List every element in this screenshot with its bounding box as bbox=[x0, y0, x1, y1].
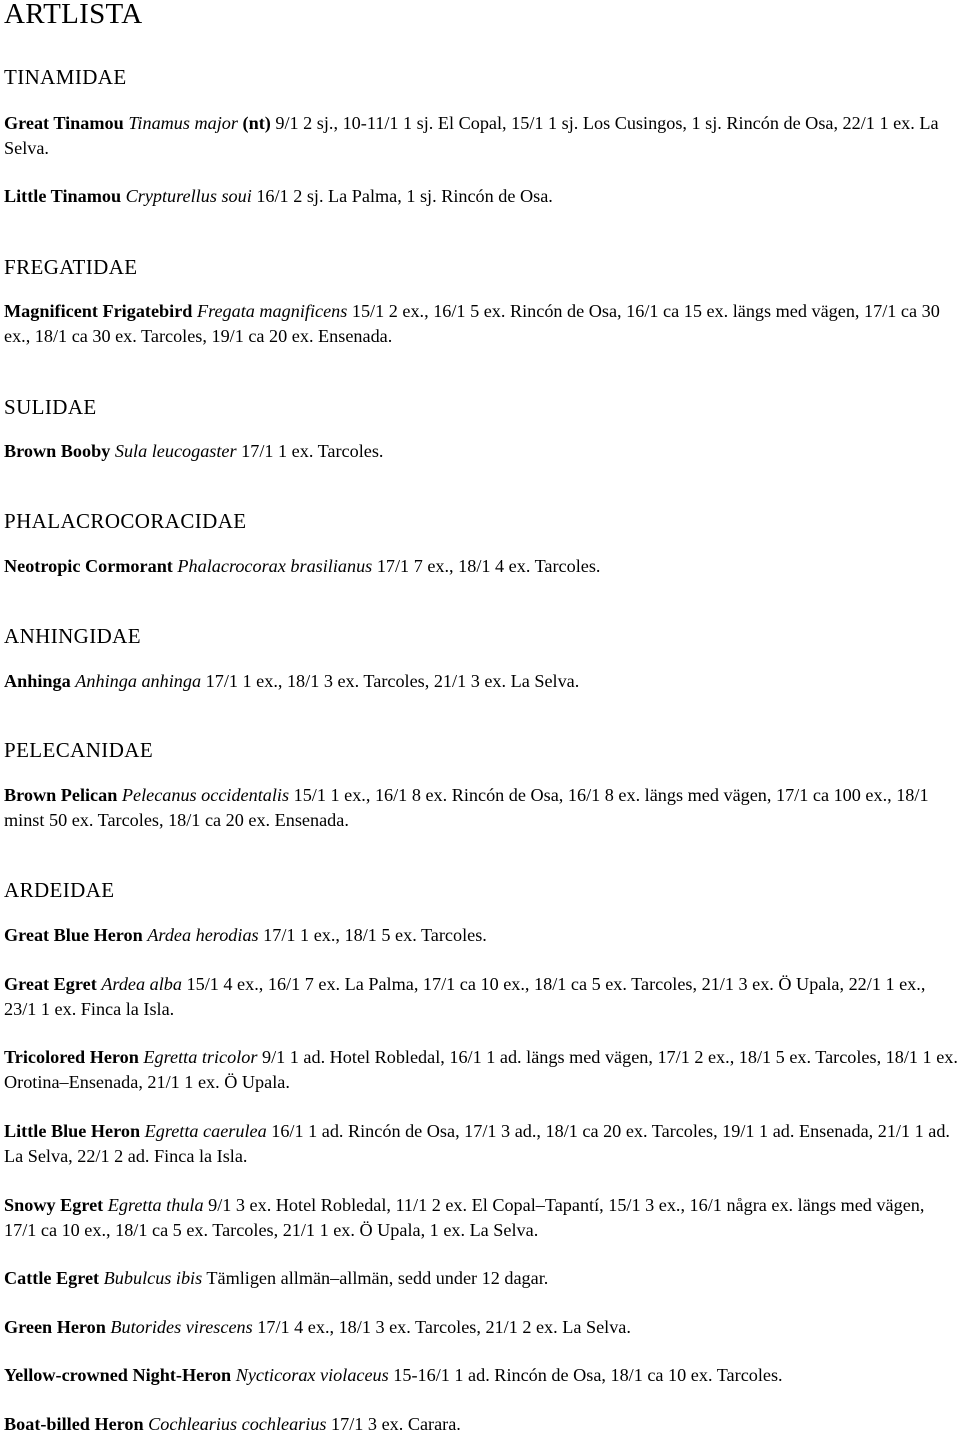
scientific-name: Nycticorax violaceus bbox=[235, 1365, 389, 1385]
species-entry bbox=[4, 1045, 960, 1095]
family-heading: PELECANIDAE bbox=[4, 738, 154, 762]
observation-text: Tämligen allmän–allmän, sedd under 12 dagar. bbox=[206, 1268, 549, 1288]
observation-text: 16/1 2 sj. La Palma, 1 sj. Rincón de Osa. bbox=[256, 186, 553, 206]
common-name: Magnificent Frigatebird bbox=[4, 301, 193, 321]
common-name: Great Egret bbox=[4, 974, 97, 994]
scientific-name: Cochlearius cochlearius bbox=[148, 1414, 327, 1434]
species-entry bbox=[4, 1193, 960, 1243]
common-name: Great Blue Heron bbox=[4, 925, 143, 945]
observation-text: 17/1 1 ex. Tarcoles. bbox=[241, 441, 384, 461]
species-entry bbox=[4, 111, 960, 161]
observation-text: 15/1 1 ex., 16/1 8 ex. Rincón de Osa, 16/1 8 ex. längs med vägen, 17/1 ca 100 ex., 18/1 minst 50 ex. Tarcoles, 18/1 ca 20 ex. Ensenada. bbox=[4, 785, 929, 830]
scientific-name: Ardea alba bbox=[101, 974, 182, 994]
observation-text: 15/1 2 ex., 16/1 5 ex. Rincón de Osa, 16/1 ca 15 ex. längs med vägen, 17/1 ca 30 ex., 18/1 ca 30 ex. Tarcoles, 19/1 ca 20 ex. Ensenada. bbox=[4, 301, 940, 346]
page-title: ARTLISTA bbox=[4, 0, 143, 30]
scientific-name: Crypturellus soui bbox=[125, 186, 252, 206]
species-entry bbox=[4, 1412, 960, 1437]
common-name: Little Tinamou bbox=[4, 186, 122, 206]
scientific-name: Tinamus major bbox=[128, 113, 238, 133]
species-entry bbox=[4, 669, 960, 694]
scientific-name: Phalacrocorax brasilianus bbox=[177, 556, 373, 576]
species-entry bbox=[4, 783, 960, 833]
scientific-name: Sula leucogaster bbox=[114, 441, 237, 461]
scientific-name: Pelecanus occidentalis bbox=[121, 785, 290, 805]
observation-text: 9/1 1 ad. Hotel Robledal, 16/1 1 ad. längs med vägen, 17/1 2 ex., 18/1 5 ex. Tarcoles, 18/1 1 ex. Orotina–Ensenada, 21/1 1 ex. Ö Upala. bbox=[4, 1047, 958, 1092]
observation-text: 17/1 3 ex. Carara. bbox=[331, 1414, 461, 1434]
species-entry bbox=[4, 299, 960, 349]
family-heading: TINAMIDAE bbox=[4, 65, 127, 89]
scientific-name: Bubulcus ibis bbox=[103, 1268, 203, 1288]
scientific-name: Anhinga anhinga bbox=[75, 671, 202, 691]
species-entry bbox=[4, 439, 960, 464]
common-name: Brown Booby bbox=[4, 441, 111, 461]
status-label: (nt) bbox=[242, 113, 271, 133]
scientific-name: Butorides virescens bbox=[110, 1317, 253, 1337]
scientific-name: Egretta thula bbox=[107, 1195, 204, 1215]
species-entry bbox=[4, 1363, 960, 1388]
observation-text: 15/1 4 ex., 16/1 7 ex. La Palma, 17/1 ca 10 ex., 18/1 ca 5 ex. Tarcoles, 21/1 3 ex. Ö Upala, 22/1 1 ex., 23/1 1 ex. Finca la Isla. bbox=[4, 974, 926, 1019]
species-entry bbox=[4, 1266, 960, 1291]
common-name: Tricolored Heron bbox=[4, 1047, 139, 1067]
observation-text: 15-16/1 1 ad. Rincón de Osa, 18/1 ca 10 ex. Tarcoles. bbox=[393, 1365, 783, 1385]
family-heading: ARDEIDAE bbox=[4, 878, 115, 902]
scientific-name: Egretta tricolor bbox=[143, 1047, 258, 1067]
observation-text: 9/1 2 sj., 10-11/1 1 sj. El Copal, 15/1 1 sj. Los Cusingos, 1 sj. Rincón de Osa, 22/1 1 ex. La Selva. bbox=[4, 113, 939, 158]
common-name: Cattle Egret bbox=[4, 1268, 100, 1288]
family-heading: PHALACROCORACIDAE bbox=[4, 509, 247, 533]
species-entry bbox=[4, 972, 960, 1022]
observation-text: 9/1 3 ex. Hotel Robledal, 11/1 2 ex. El Copal–Tapantí, 15/1 3 ex., 16/1 några ex. längs med vägen, 17/1 ca 10 ex., 18/1 ca 5 ex. Tarcoles, 21/1 1 ex. Ö Upala, 1 ex. La Selva. bbox=[4, 1195, 925, 1240]
observation-text: 17/1 4 ex., 18/1 3 ex. Tarcoles, 21/1 2 ex. La Selva. bbox=[257, 1317, 631, 1337]
observation-text: 17/1 1 ex., 18/1 3 ex. Tarcoles, 21/1 3 ex. La Selva. bbox=[205, 671, 580, 691]
observation-text: 17/1 1 ex., 18/1 5 ex. Tarcoles. bbox=[263, 925, 487, 945]
common-name: Great Tinamou bbox=[4, 113, 124, 133]
scientific-name: Ardea herodias bbox=[147, 925, 259, 945]
species-entry bbox=[4, 554, 960, 579]
scientific-name: Fregata magnificens bbox=[196, 301, 348, 321]
common-name: Snowy Egret bbox=[4, 1195, 104, 1215]
common-name: Anhinga bbox=[4, 671, 71, 691]
scientific-name: Egretta caerulea bbox=[144, 1121, 267, 1141]
family-heading: ANHINGIDAE bbox=[4, 624, 141, 648]
observation-text: 17/1 7 ex., 18/1 4 ex. Tarcoles. bbox=[376, 556, 601, 576]
family-heading: FREGATIDAE bbox=[4, 255, 138, 279]
species-entry bbox=[4, 1315, 960, 1340]
common-name: Little Blue Heron bbox=[4, 1121, 141, 1141]
common-name: Brown Pelican bbox=[4, 785, 118, 805]
common-name: Yellow-crowned Night-Heron bbox=[4, 1365, 232, 1385]
common-name: Green Heron bbox=[4, 1317, 106, 1337]
observation-text: 16/1 1 ad. Rincón de Osa, 17/1 3 ad., 18/1 ca 20 ex. Tarcoles, 19/1 1 ad. Ensenada, 21/1 1 ad. La Selva, 22/1 2 ad. Finca la Isla. bbox=[4, 1121, 950, 1166]
common-name: Boat-billed Heron bbox=[4, 1414, 144, 1434]
species-entry bbox=[4, 923, 960, 948]
family-heading: SULIDAE bbox=[4, 395, 97, 419]
common-name: Neotropic Cormorant bbox=[4, 556, 173, 576]
species-entry bbox=[4, 184, 960, 209]
species-entry bbox=[4, 1119, 960, 1169]
